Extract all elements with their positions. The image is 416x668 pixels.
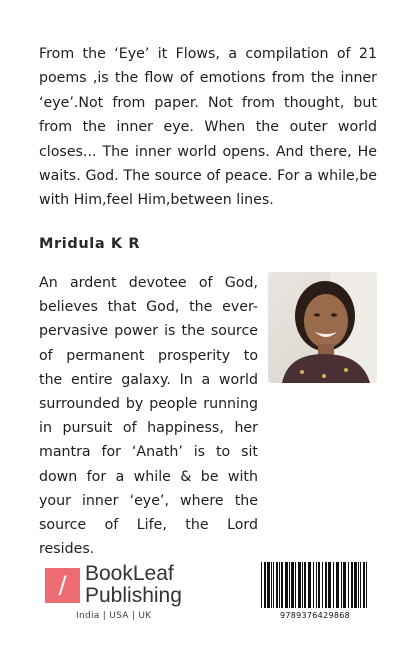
- author-photo: [268, 272, 377, 383]
- isbn-barcode: [258, 560, 372, 626]
- barcode-bar: [313, 562, 314, 608]
- barcode-bar: [354, 562, 357, 608]
- barcode-bar: [328, 562, 331, 608]
- barcode-bar: [325, 562, 327, 608]
- barcode-bar: [360, 562, 361, 608]
- barcode-bar: [348, 562, 349, 608]
- publisher-name-line1: BookLeaf: [85, 562, 174, 585]
- barcode-bars: [258, 560, 372, 610]
- barcode-bar: [341, 562, 342, 608]
- bookleaf-logo-icon: /: [45, 568, 80, 603]
- barcode-bar: [261, 562, 262, 608]
- barcode-bar: [351, 562, 353, 608]
- barcode-bar: [267, 562, 270, 608]
- barcode-bar: [343, 562, 346, 608]
- barcode-bar: [304, 562, 306, 608]
- author-name: Mridula K R: [39, 236, 141, 252]
- barcode-bar: [363, 562, 365, 608]
- barcode-bar: [366, 562, 367, 608]
- barcode-bar: [273, 562, 274, 608]
- barcode-bar: [295, 562, 296, 608]
- barcode-bar: [308, 562, 311, 608]
- barcode-bar: [302, 562, 303, 608]
- barcode-bar: [281, 562, 283, 608]
- author-bio: An ardent devotee of God, believes that God, the ever-pervasive power is the source of permanent prosperity to the entire galaxy. In a world surrounded by people running in pursuit of happiness, her mantra for ‘Anath’ is to sit down for a while & be with your inner ‘eye’, where the source of Life, the Lord resides.: [39, 275, 258, 558]
- barcode-bar: [285, 562, 288, 608]
- barcode-bar: [336, 562, 339, 608]
- barcode-bar: [358, 562, 359, 608]
- publisher-name-line2: Publishing: [85, 584, 182, 607]
- barcode-bar: [316, 562, 317, 608]
- barcode-bar: [271, 562, 272, 608]
- barcode-bar: [279, 562, 280, 608]
- barcode-bar: [264, 562, 266, 608]
- barcode-bar: [322, 562, 323, 608]
- barcode-bar: [276, 562, 278, 608]
- barcode-bar: [291, 562, 294, 608]
- barcode-bar: [318, 562, 320, 608]
- barcode-bar: [333, 562, 334, 608]
- barcode-bar: [289, 562, 290, 608]
- back-cover-blurb: From the ‘Eye’ it Flows, a compilation of 21 poems ,is the flow of emotions from the inner ‘eye’.Not from paper. Not from thought, but from the inner eye. When the outer world closes... The inner world opens. And there, He waits. God. The source of peace. For a while,be with Him,feel Him,between lines.: [39, 46, 377, 209]
- barcode-bar: [298, 562, 301, 608]
- publisher-regions: India | USA | UK: [76, 611, 152, 621]
- isbn-number: 9789376429868: [279, 611, 351, 620]
